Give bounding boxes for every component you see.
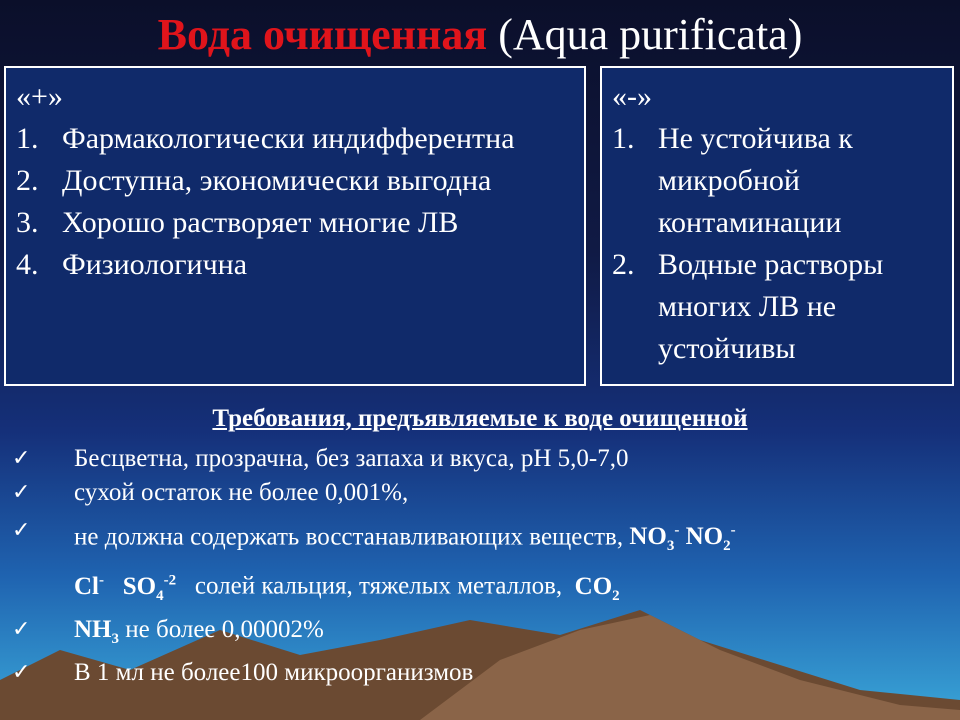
requirement-text: сухой остаток не более 0,001%,: [74, 479, 409, 506]
disadvantages-list: [612, 118, 942, 370]
item-number: 4.: [16, 248, 39, 281]
list-item: [12, 514, 952, 613]
checkmark-icon: ✓: [12, 480, 31, 505]
list-item: [16, 118, 574, 160]
item-text: Фармакологически индифферентна: [62, 122, 515, 155]
list-item: [12, 656, 952, 690]
list-item: [12, 476, 952, 510]
item-text: Доступна, экономически выгодна: [62, 164, 492, 197]
disadvantages-box: [600, 66, 954, 386]
title-latin: (Aqua purificata): [498, 10, 803, 59]
formula-co2: $CO_2$: [574, 572, 620, 604]
requirement-text: Бесцветна, прозрачна, без запаха и вкуса, рН 5,0-7,0: [74, 445, 629, 472]
item-text: Физиологична: [62, 248, 248, 281]
item-number: 1.: [612, 122, 635, 155]
item-number: 3.: [16, 206, 39, 239]
list-item: [12, 613, 952, 656]
item-text: Хорошо растворяет многие ЛВ: [62, 206, 459, 239]
requirement-phrase: не более 0,00002%: [125, 615, 324, 643]
formula-no2: $NO_2^-$: [685, 523, 736, 555]
disadvantages-heading: «-»: [612, 80, 652, 113]
list-item: [16, 160, 574, 202]
list-item: [612, 118, 942, 244]
item-number: 2.: [16, 164, 39, 197]
item-text: Водные растворы многих ЛВ не устойчивы: [658, 248, 884, 365]
list-item: [16, 202, 574, 244]
item-text: Не устойчива к микробной контаминации: [658, 122, 853, 239]
formula-cl: Cl-: [74, 572, 104, 600]
requirement-text: [74, 514, 952, 613]
checkmark-icon: ✓: [12, 659, 31, 685]
item-number: 1.: [16, 122, 39, 155]
advantages-heading: «+»: [16, 80, 63, 113]
formula-so4: $SO_4^{-2}$: [122, 572, 177, 604]
advantages-box: [4, 66, 586, 386]
list-item: [16, 244, 574, 286]
requirement-text: В 1 мл не более100 микроорганизмов: [74, 658, 474, 686]
checkmark-icon: ✓: [12, 446, 31, 471]
checkmark-icon: ✓: [12, 616, 31, 642]
advantages-list: [16, 118, 574, 286]
formula-nh3: $NH_3$: [74, 615, 119, 647]
requirement-phrase: не должна содержать восстанавливающих веществ,: [74, 523, 624, 551]
checkmark-icon: ✓: [12, 518, 31, 543]
requirements-list: [12, 442, 952, 690]
list-item: [12, 442, 952, 476]
title-russian: Вода очищенная: [157, 10, 488, 59]
item-number: 2.: [612, 248, 635, 281]
requirement-text: [74, 613, 952, 656]
formula-no3: $NO_3^-$: [629, 523, 680, 555]
requirement-phrase: солей кальция, тяжелых металлов,: [194, 572, 563, 600]
slide-title: [0, 10, 960, 60]
list-item: [612, 244, 942, 370]
requirements-title: Требования, предъявляемые к воде очищенной: [212, 405, 748, 432]
